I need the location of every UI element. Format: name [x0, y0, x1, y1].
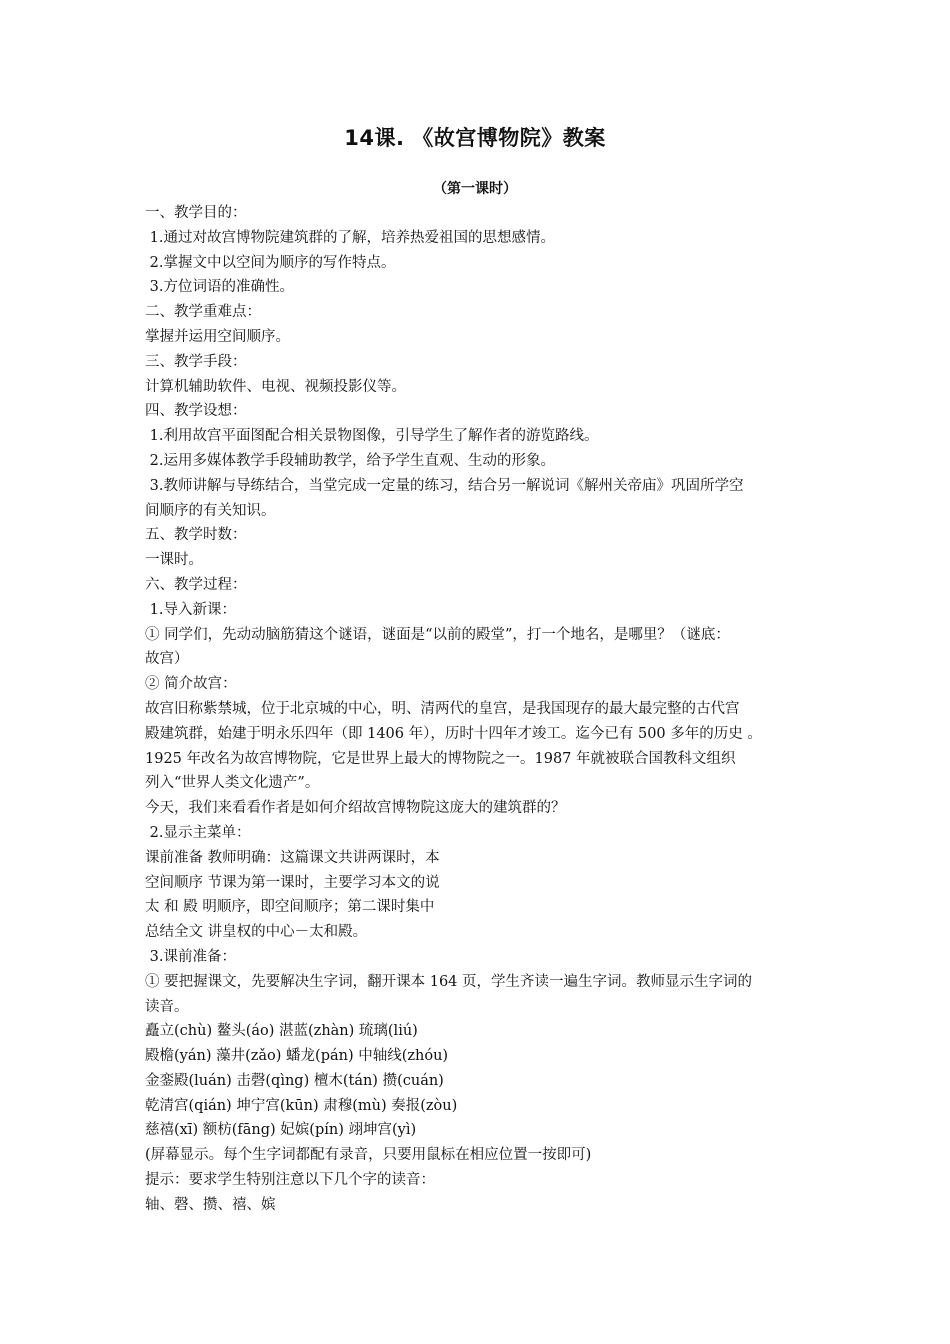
text-line: 3.教师讲解与导练结合，当堂完成一定量的练习，结合另一解说词《解州关帝庙》巩固所学空	[145, 477, 744, 494]
document-body	[145, 201, 813, 1218]
text-line: 矗立(chù) 鳌头(áo) 湛蓝(zhàn) 琉璃(liú)	[145, 1023, 418, 1040]
text-line: 掌握并运用空间顺序。	[145, 328, 290, 345]
text-line: 2.运用多媒体教学手段辅助教学，给予学生直观、生动的形象。	[145, 452, 555, 469]
text-line: 乾清宫(qián) 坤宁宫(kūn) 肃穆(mù) 奏报(zòu)	[145, 1097, 458, 1114]
document-subtitle: （第一课时）	[433, 181, 517, 197]
text-line: 殿檐(yán) 藻井(zǎo) 蟠龙(pán) 中轴线(zhóu)	[145, 1048, 449, 1065]
text-line: 一课时。	[145, 552, 203, 569]
text-line: 1.利用故宫平面图配合相关景物图像，引导学生了解作者的游览路线。	[145, 428, 599, 445]
text-line: 金銮殿(luán) 击磬(qìng) 檀木(tán) 攒(cuán)	[145, 1072, 444, 1089]
text-line: 今天，我们来看看作者是如何介绍故宫博物院这庞大的建筑群的？	[145, 800, 566, 817]
text-line: 3.课前准备：	[145, 948, 236, 965]
text-line: 三、教学手段：	[145, 353, 247, 370]
text-line: 提示：要求学生特别注意以下几个字的读音：	[145, 1172, 435, 1189]
text-line: 1925 年改名为故宫博物院，它是世界上最大的博物院之一。1987 年就被联合国教科文组织	[145, 750, 736, 767]
text-line: 殿建筑群，始建于明永乐四年（即 1406 年），历时十四年才竣工。迄今已有 500 多年的历史 。	[145, 725, 762, 742]
text-line: 总结全文 讲皇权的中心－太和殿。	[145, 924, 368, 941]
text-line: 计算机辅助软件、电视、视频投影仪等。	[145, 378, 406, 395]
text-line: ① 要把握课文，先要解决生字词，翻开课本 164 页，学生齐读一遍生字词。教师显示生字词的	[145, 973, 752, 990]
text-line: 故宫旧称紫禁城，位于北京城的中心，明、清两代的皇宫，是我国现存的最大最完整的古代宫	[145, 700, 740, 717]
text-line: 四、教学设想：	[145, 403, 247, 420]
text-line: 一、教学目的：	[145, 205, 247, 221]
text-line: 六、教学过程：	[145, 576, 247, 593]
text-line: 1.通过对故宫博物院建筑群的了解，培养热爱祖国的思想感情。	[145, 229, 555, 246]
text-line: 课前准备 教师明确：这篇课文共讲两课时，本	[145, 849, 440, 866]
text-line: 五、教学时数：	[145, 527, 247, 544]
text-line: 3.方位词语的准确性。	[145, 279, 294, 296]
text-line: 间顺序的有关知识。	[145, 502, 276, 519]
text-line: (屏幕显示。每个生字词都配有录音，只要用鼠标在相应位置一按即可)	[145, 1147, 592, 1164]
text-line: 列入“世界人类文化遗产”。	[145, 775, 320, 792]
text-line: 1.导入新课：	[145, 601, 236, 618]
text-line: ② 简介故宫：	[145, 676, 237, 693]
text-line: ① 同学们，先动动脑筋猜这个谜语，谜面是“以前的殿堂”，打一个地名，是哪里？（谜底：	[145, 626, 730, 643]
text-line: 太 和 殿 明顺序，即空间顺序；第二课时集中	[145, 899, 435, 916]
document-title: 14课. 《故宫博物院》教案	[344, 126, 606, 150]
text-line: 2.显示主菜单：	[145, 824, 251, 841]
text-line: 慈禧(xī) 额枋(fāng) 妃嫔(pín) 翊坤宫(yì)	[145, 1122, 417, 1139]
text-line: 轴、磬、攒、禧、嫔	[145, 1196, 276, 1213]
text-line: 2.掌握文中以空间为顺序的写作特点。	[145, 254, 396, 271]
text-line: 读音。	[145, 998, 189, 1015]
text-line: 故宫）	[145, 651, 189, 668]
text-line: 二、教学重难点：	[145, 304, 261, 321]
text-line: 空间顺序 节课为第一课时，主要学习本文的说	[145, 874, 440, 891]
